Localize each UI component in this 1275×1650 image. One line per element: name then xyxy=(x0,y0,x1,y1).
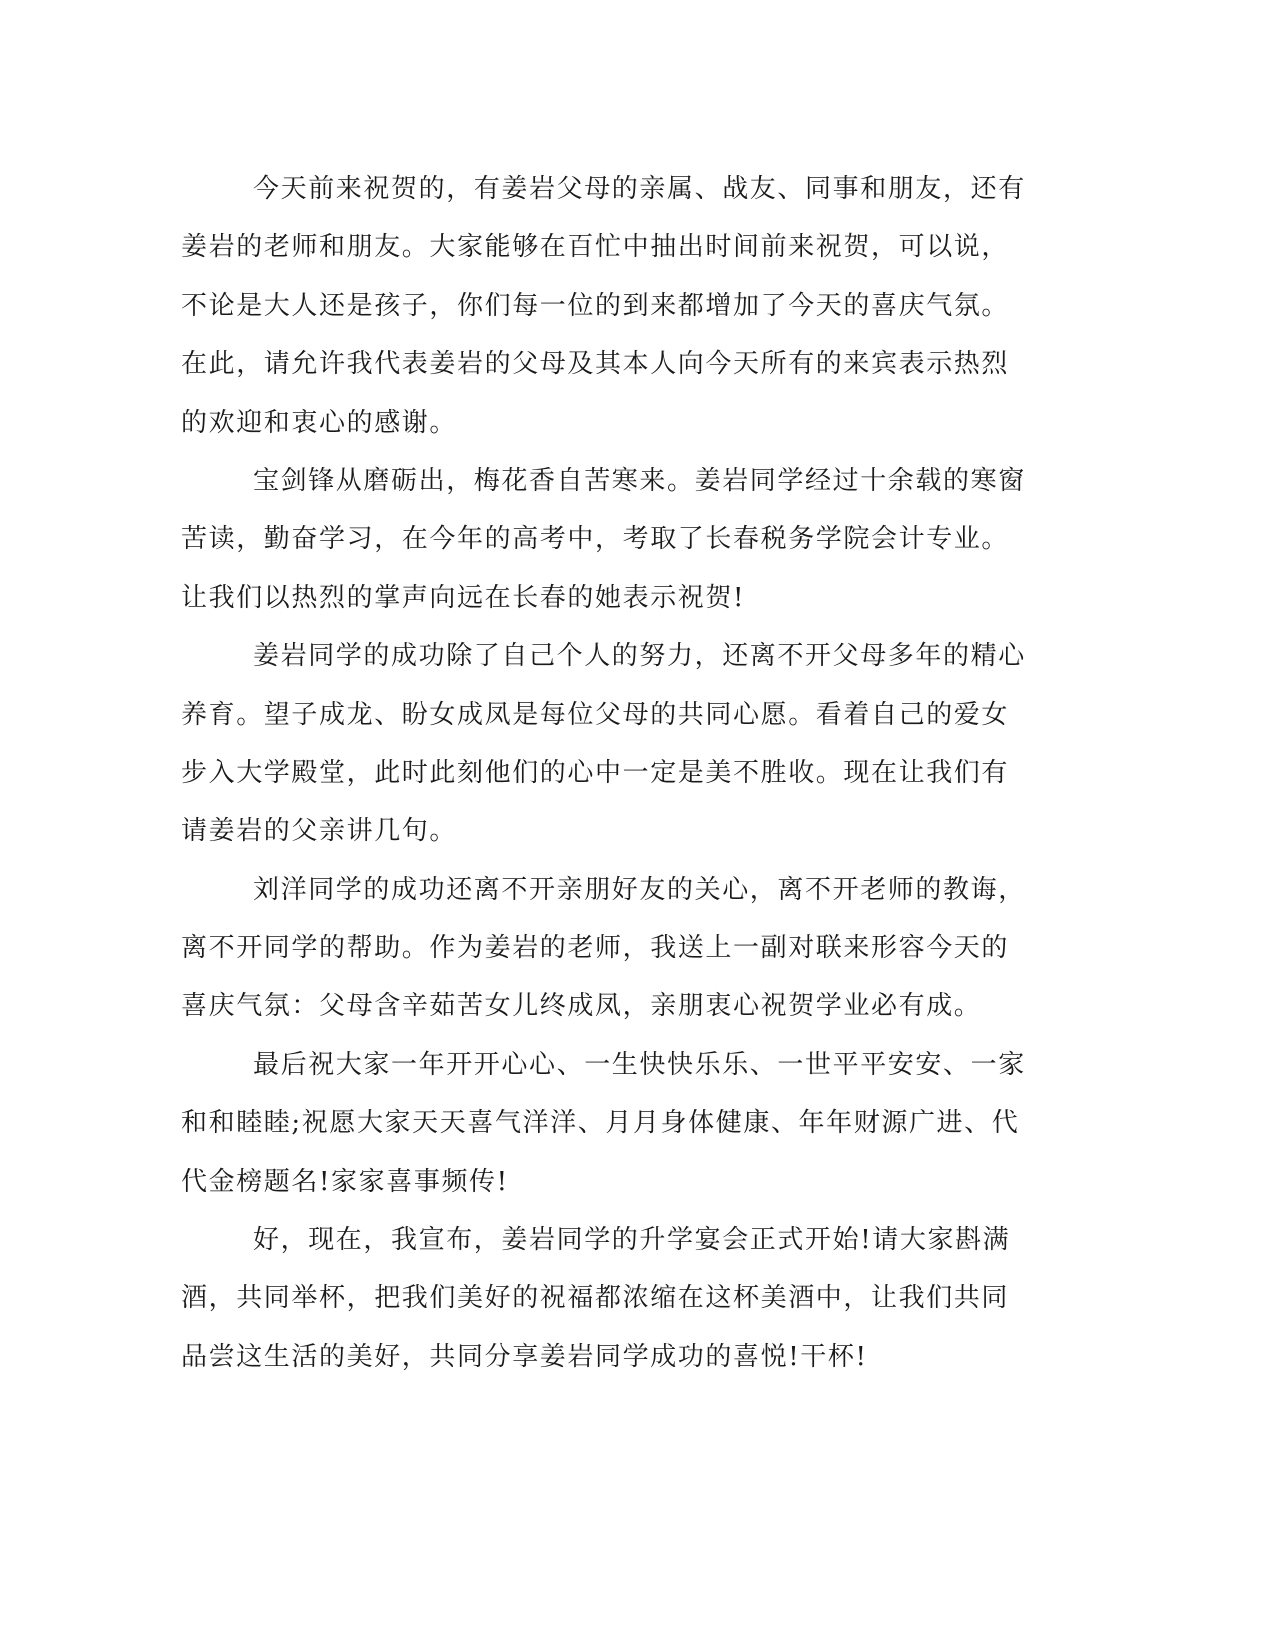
paragraph-line: 让我们以热烈的掌声向远在长春的她表示祝贺! xyxy=(181,582,746,613)
paragraph-5 xyxy=(181,1036,1041,1211)
paragraph-3 xyxy=(181,627,1041,861)
paragraph-line: 宝剑锋从磨砺出，梅花香自苦寒来。姜岩同学经过十余载的寒窗 xyxy=(253,465,1026,496)
paragraph-line: 品尝这生活的美好，共同分享姜岩同学成功的喜悦!干杯! xyxy=(181,1341,868,1372)
paragraph-line: 步入大学殿堂，此时此刻他们的心中一定是美不胜收。现在让我们有 xyxy=(181,757,1010,788)
paragraph-line: 苦读，勤奋学习，在今年的高考中，考取了长春税务学院会计专业。 xyxy=(181,524,1010,555)
paragraph-1 xyxy=(181,160,1041,452)
paragraph-line: 请姜岩的父亲讲几句。 xyxy=(181,816,458,847)
paragraph-line: 酒，共同举杯，把我们美好的祝福都浓缩在这杯美酒中，让我们共同 xyxy=(181,1283,1010,1314)
paragraph-2 xyxy=(181,452,1041,627)
paragraph-line: 和和睦睦;祝愿大家天天喜气洋洋、月月身体健康、年年财源广进、代 xyxy=(181,1108,1020,1139)
paragraph-line: 不论是大人还是孩子，你们每一位的到来都增加了今天的喜庆气氛。 xyxy=(181,290,1010,321)
paragraph-line: 好，现在，我宣布，姜岩同学的升学宴会正式开始!请大家斟满 xyxy=(253,1225,1011,1256)
paragraph-4 xyxy=(181,861,1041,1036)
paragraph-line: 离不开同学的帮助。作为姜岩的老师，我送上一副对联来形容今天的 xyxy=(181,933,1010,964)
paragraph-line: 今天前来祝贺的，有姜岩父母的亲属、战友、同事和朋友，还有 xyxy=(253,174,1026,204)
paragraph-line: 姜岩同学的成功除了自己个人的努力，还离不开父母多年的精心 xyxy=(253,641,1026,672)
paragraph-line: 代金榜题名!家家喜事频传! xyxy=(181,1166,509,1197)
paragraph-line: 在此，请允许我代表姜岩的父母及其本人向今天所有的来宾表示热烈 xyxy=(181,349,1010,380)
paragraph-line: 刘洋同学的成功还离不开亲朋好友的关心，离不开老师的教诲， xyxy=(253,874,1026,905)
paragraph-line: 最后祝大家一年开开心心、一生快快乐乐、一世平平安安、一家 xyxy=(253,1049,1026,1080)
paragraph-line: 养育。望子成龙、盼女成凤是每位父母的共同心愿。看着自己的爱女 xyxy=(181,699,1010,730)
paragraph-line: 的欢迎和衷心的感谢。 xyxy=(181,407,458,438)
paragraph-line: 姜岩的老师和朋友。大家能够在百忙中抽出时间前来祝贺，可以说， xyxy=(181,232,1010,263)
paragraph-6 xyxy=(181,1211,1041,1386)
document-body xyxy=(181,160,1041,1386)
paragraph-line: 喜庆气氛：父母含辛茹苦女儿终成凤，亲朋衷心祝贺学业必有成。 xyxy=(181,991,982,1022)
